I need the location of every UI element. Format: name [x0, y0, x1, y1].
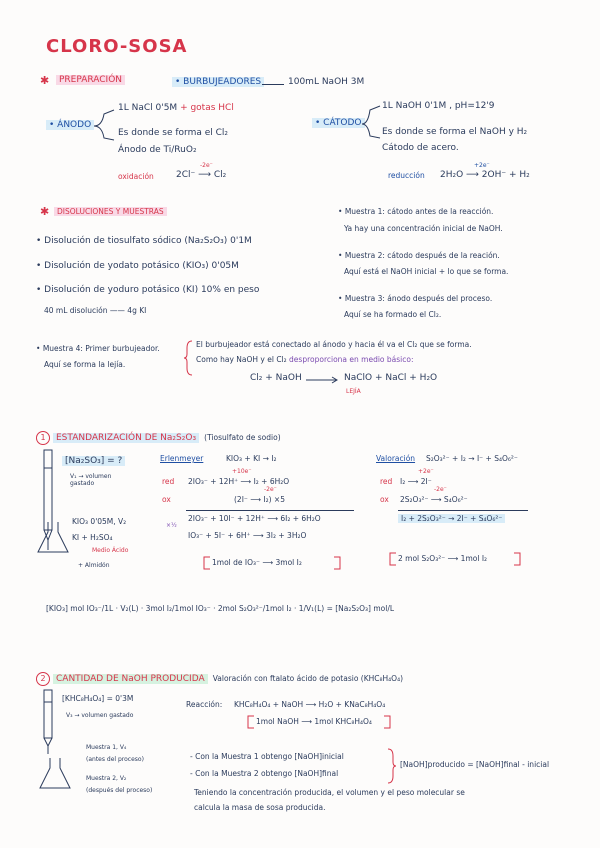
muestra-title: • Muestra 2: cátodo después de la reación.: [338, 251, 500, 260]
muestra4-brace: [184, 340, 194, 376]
s1-valoracion-reaction: S₂O₃²⁻ + I₂ → I⁻ + S₄O₆²⁻: [426, 454, 518, 463]
reduccion-over: +2e⁻: [474, 162, 490, 169]
oxidacion-label: oxidación: [118, 172, 154, 181]
muestra-desc: Aquí se ha formado el Cl₂.: [344, 310, 442, 319]
explain-line1: El burbujeador está conectado al ánodo y hacia él va el Cl₂ que se forma.: [196, 340, 472, 349]
disoluciones-heading: DISOLUCIONES Y MUESTRAS: [54, 207, 167, 216]
s2-result: [NaOH]producido = [NaOH]final - inicial: [400, 760, 550, 769]
s1-red-over: +10e⁻: [232, 468, 252, 475]
flask-icon: [38, 756, 72, 790]
s2-brace: [386, 748, 396, 784]
bracket-left-icon: [202, 556, 212, 570]
s2-line2: - Con la Muestra 2 obtengo [NaOH]final: [190, 769, 339, 778]
s1-v1-label: V₁ → volumen gastado: [70, 473, 112, 487]
s1-v-ox-reaction: 2S₂O₃²⁻ ⟶ S₄O₆²⁻: [400, 495, 468, 504]
s1-v-red-label: red: [380, 477, 393, 486]
s2-reaccion: KHC₈H₄O₄ + NaOH ⟶ H₂O + KNaC₈H₄O₄: [234, 700, 386, 709]
oxidacion-over: -2e⁻: [200, 162, 213, 169]
s1-flask-l2: KI + H₂SO₄: [72, 533, 113, 542]
muestra4-title: • Muestra 4: Primer burbujeador.: [36, 344, 160, 353]
s1-v-ox-label: ox: [380, 495, 389, 504]
anodo-label: • ÁNODO: [46, 120, 94, 130]
bracket-left-icon: [388, 552, 398, 566]
oxidacion-reaction: 2Cl⁻ ⟶ Cl₂: [176, 170, 227, 180]
s1-v-ox-over: -2e⁻: [434, 486, 447, 493]
s1-ratio1: 1mol de IO₃⁻ ⟶ 3mol I₂: [212, 558, 302, 567]
s1-erlenmeyer-reaction: KIO₃ + KI → I₂: [226, 454, 277, 463]
s1-formula: [KIO₃] mol IO₃⁻/1L · V₂(L) · 3mol I₂/1mol IO₃⁻ · 2mol S₂O₃²⁻/1mol I₂ · 1/V₁(L) = [Na₂S₂O₃] mol/L: [46, 604, 395, 613]
catodo-label: • CÁTODO: [312, 118, 365, 128]
lejia-label: LEJÍA: [346, 388, 361, 395]
anodo-line1: 1L NaCl 0'5M + gotas HCl: [118, 103, 234, 113]
s2-conclusion1: Teniendo la concentración producida, el volumen y el peso molecular se: [194, 788, 465, 797]
s2-conclusion2: calcula la masa de sosa producida.: [194, 803, 326, 812]
reduccion-reaction: 2H₂O ⟶ 2OH⁻ + H₂: [440, 170, 530, 180]
s2-m2: Muestra 2, V₂: [86, 775, 127, 782]
s2-v3-label: V₃ → volumen gastado: [66, 712, 134, 719]
catodo-line2: Es donde se forma el NaOH y H₂: [382, 127, 528, 137]
lejia-reaction-right: NaClO + NaCl + H₂O: [344, 373, 438, 383]
reaction-arrow-icon: [306, 376, 340, 384]
explain-line2: Como hay NaOH y el Cl₂ desproporciona en medio básico:: [196, 355, 414, 364]
s2-line1: - Con la Muestra 1 obtengo [NaOH]inicial: [190, 752, 344, 761]
s1-red-label: red: [162, 477, 175, 486]
anodo-line3: Ánodo de Ti/RuO₂: [118, 145, 197, 155]
muestra-title: • Muestra 3: ánodo después del proceso.: [338, 294, 493, 303]
s2-m1: Muestra 1, V₄: [86, 744, 127, 751]
burbujeadores-value: 100mL NaOH 3M: [288, 77, 365, 87]
s2-reaccion-label: Reacción:: [186, 700, 223, 709]
section1-heading: 1 ESTANDARIZACIÓN DE Na₂S₂O₃ (Tiosulfato de sodio): [36, 425, 281, 445]
bracket-right-icon: [332, 556, 342, 570]
bracket-left-icon: [246, 715, 256, 729]
s2-conc-label: [KHC₈H₄O₄] = 0'3M: [62, 694, 134, 703]
s1-simple-reaction: IO₃⁻ + 5I⁻ + 6H⁺ ⟶ 3I₂ + 3H₂O: [188, 531, 307, 540]
reduccion-label: reducción: [388, 171, 425, 180]
s1-red-reaction: 2IO₃⁻ + 12H⁺ ⟶ I₂ + 6H₂O: [188, 477, 290, 486]
s2-m1-sub: (antes del proceso): [86, 756, 144, 763]
bracket-right-icon: [512, 552, 522, 566]
s1-erlenmeyer-label: Erlenmeyer: [160, 454, 204, 463]
lejia-reaction-left: Cl₂ + NaOH: [250, 373, 302, 383]
s1-ratio2: 2 mol S₂O₃²⁻ ⟶ 1mol I₂: [398, 554, 488, 563]
muestra4-desc: Aquí se forma la lejía.: [44, 360, 126, 369]
s2-ratio: 1mol NaOH ⟶ 1mol KHC₈H₄O₄: [256, 717, 372, 726]
disolucion-item: • Disolución de yodato potásico (KIO₃) 0'05M: [36, 261, 239, 271]
s1-ox-reaction: (2I⁻ ⟶ I₂) ×5: [234, 495, 285, 504]
burbujeadores-label: • BURBUJEADORES: [172, 77, 264, 87]
s1-ox-over: -2e⁻: [264, 486, 277, 493]
muestra-desc: Aquí está el NaOH inicial + lo que se forma.: [344, 267, 509, 276]
muestra-title: • Muestra 1: cátodo antes de la reacción.: [338, 207, 494, 216]
s1-v-sum-reaction: I₂ + 2S₂O₃²⁻ → 2I⁻ + S₄O₆²⁻: [398, 514, 505, 523]
s1-v-red-reaction: I₂ ⟶ 2I⁻: [400, 477, 432, 486]
star-icon: ✱: [40, 74, 50, 87]
ki-note: 40 mL disolución —— 4g KI: [44, 306, 147, 315]
anodo-line2: Es donde se forma el Cl₂: [118, 128, 229, 138]
section2-heading: 2 CANTIDAD DE NaOH PRODUCIDA Valoración con ftalato ácido de potasio (KHC₈H₄O₄): [36, 666, 403, 686]
catodo-line1: 1L NaOH 0'1M , pH=12'9: [382, 101, 495, 111]
page-title: CLORO-SOSA: [46, 36, 188, 57]
bracket-right-icon: [382, 715, 392, 729]
muestra-desc: Ya hay una concentración inicial de NaOH.: [344, 224, 503, 233]
s1-conc-label: [Na₂SO₃] = ?: [62, 456, 125, 466]
s1-sum-reaction: 2IO₃⁻ + 10I⁻ + 12H⁺ ⟶ 6I₂ + 6H₂O: [188, 514, 321, 523]
catodo-line3: Cátodo de acero.: [382, 143, 459, 153]
s1-flask-l3: Medio Ácido: [92, 547, 129, 554]
flask-icon: [36, 520, 70, 554]
s1-flask-l4: + Almidón: [78, 562, 110, 569]
star-icon: ✱: [40, 205, 50, 218]
s1-flask-l1: KIO₃ 0'05M, V₂: [72, 517, 127, 526]
s1-half-label: ×½: [166, 522, 177, 529]
s2-m2-sub: (después del proceso): [86, 787, 153, 794]
disolucion-item: • Disolución de yoduro potásico (KI) 10% en peso: [36, 285, 260, 295]
s1-valoracion-label: Valoración: [376, 454, 416, 463]
s1-v-red-over: +2e⁻: [418, 468, 434, 475]
disolucion-item: • Disolución de tiosulfato sódico (Na₂S₂O₃) 0'1M: [36, 236, 252, 246]
preparacion-heading: PREPARACIÓN: [56, 75, 125, 85]
s1-ox-label: ox: [162, 495, 171, 504]
